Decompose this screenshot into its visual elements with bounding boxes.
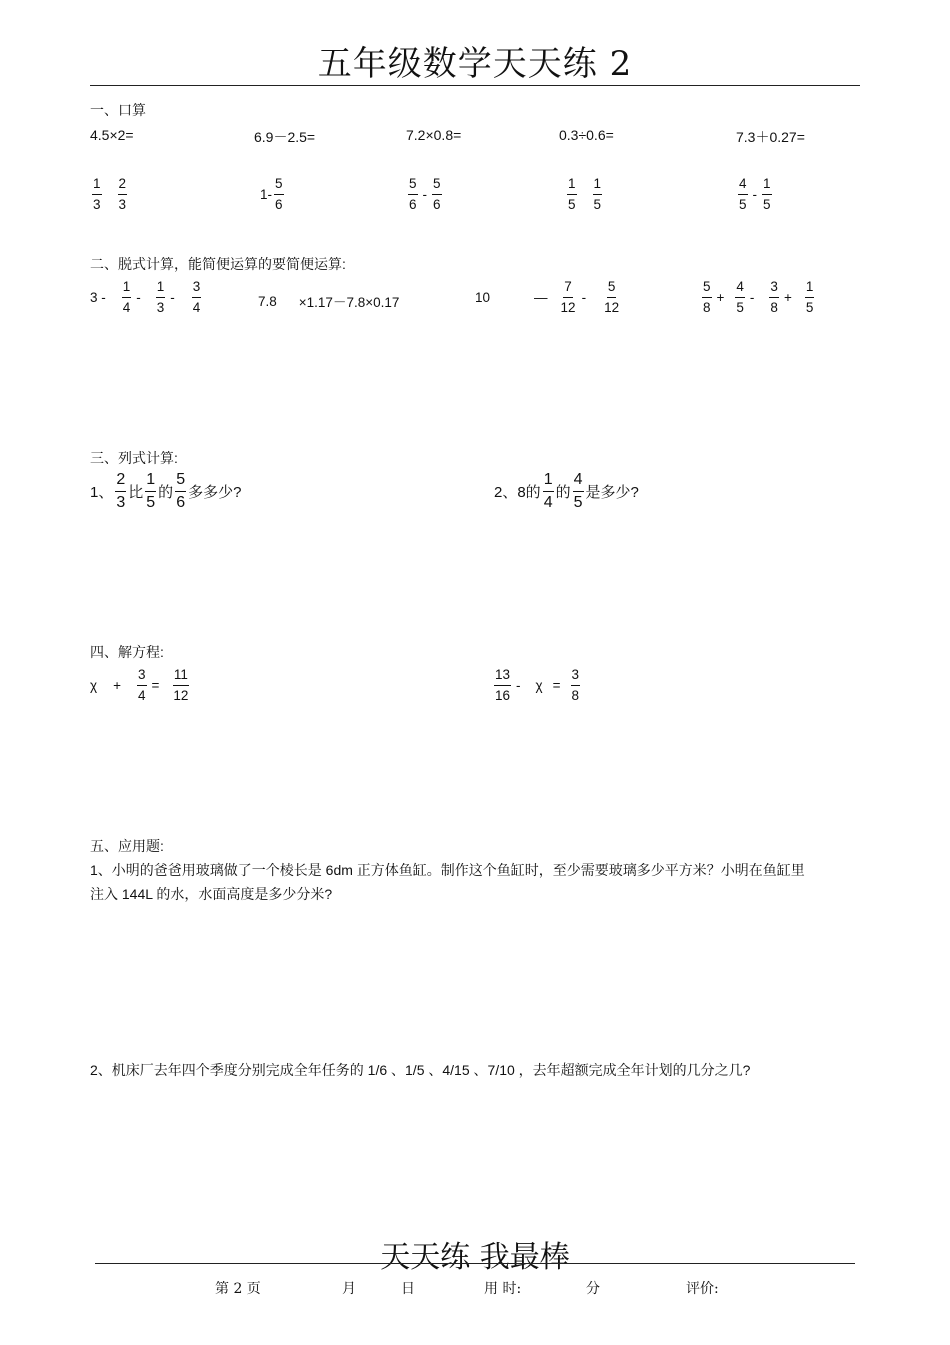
section-2-heading: 二、脱式计算，能简便运算的要简便运算:: [90, 256, 346, 272]
fraction: $\frac{1}{3}$: [156, 279, 165, 315]
fraction: $\frac{3}{8}$: [571, 667, 580, 703]
oral-calc-item-2: 6.9－2.5=: [254, 129, 316, 145]
fraction: $\frac{5}{6}$: [409, 176, 417, 212]
equation-2: $\frac{13}{16}$ - χ = $\frac{3}{8}$: [495, 667, 580, 703]
fraction: $\frac{13}{16}$: [495, 667, 511, 703]
footer-slogan: 天天练 我最棒: [380, 1240, 570, 1275]
word-problem-2: 2、机床厂去年四个季度分别完成全年任务的 1/6 、1/5 、4/15 、7/10 ，去年超额完成全年计划的几分之几?: [90, 1062, 751, 1078]
footer-rating: 评价:: [686, 1281, 719, 1297]
fraction: $\frac{3}{8}$: [770, 279, 778, 315]
page-title: 五年级数学天天练 2: [317, 44, 633, 84]
oral-calc-item-5: 7.3＋0.27=: [736, 129, 805, 145]
word-calc-item-1: 1、 $\frac{2}{3}$ 比 $\frac{1}{5}$ 的 $\frac{5}{6}$ 多多少?: [90, 471, 242, 511]
footer-time-label: 用 时:: [484, 1281, 522, 1297]
fraction: $\frac{2}{3}$: [116, 471, 126, 511]
fraction: $\frac{5}{6}$: [176, 471, 186, 511]
fraction: $\frac{1}{5}$: [763, 176, 771, 212]
fraction: $\frac{1}{5}$: [805, 279, 814, 315]
equation-1: χ + $\frac{3}{4}$ = $\frac{11}{12}$: [90, 667, 189, 703]
oral-fraction-item-4: [565, 177, 604, 211]
word-calc-item-2: 2、8的 $\frac{1}{4}$ 的 $\frac{4}{5}$ 是多少?: [494, 471, 639, 511]
stepwise-item-1: 3 - $\frac{1}{4}$ - $\frac{1}{3}$ - $\frac{3}{4}$: [90, 279, 201, 315]
fraction: $\frac{4}{5}$: [573, 471, 583, 511]
fraction: $\frac{3}{4}$: [192, 279, 201, 315]
oral-fraction-item-3: $\frac{5}{6}$ - $\frac{5}{6}$: [409, 176, 441, 212]
fraction: $\frac{5}{8}$: [703, 279, 711, 315]
fraction: $\frac{5}{12}$: [604, 279, 620, 315]
section-3-heading: 三、列式计算:: [90, 450, 178, 466]
fraction: $\frac{2}{3}$: [118, 176, 127, 212]
stepwise-item-3: 10 — $\frac{7}{12}$ - $\frac{5}{12}$: [475, 279, 620, 315]
oral-fraction-item-2: 1- $\frac{5}{6}$: [260, 176, 283, 212]
fraction: $\frac{7}{12}$: [560, 279, 576, 315]
fraction: $\frac{1}{5}$: [593, 176, 602, 212]
footer-minute: 分: [586, 1281, 600, 1297]
fraction: $\frac{4}{5}$: [736, 279, 744, 315]
oral-calc-item-3: 7.2×0.8=: [406, 127, 462, 143]
fraction: $\frac{1}{4}$: [122, 279, 131, 315]
fraction: $\frac{5}{6}$: [275, 176, 283, 212]
section-5-heading: 五、应用题:: [90, 838, 164, 854]
fraction: $\frac{11}{12}$: [173, 667, 189, 703]
oral-fraction-item-1: [90, 177, 129, 211]
stepwise-item-4: $\frac{5}{8}$ + $\frac{4}{5}$ - $\frac{3}{8}$ + $\frac{1}{5}$: [703, 279, 814, 315]
footer-day: 日: [401, 1281, 415, 1297]
fraction: $\frac{5}{6}$: [433, 176, 441, 212]
fraction: $\frac{1}{5}$: [146, 471, 156, 511]
fraction: $\frac{1}{5}$: [568, 176, 576, 212]
oral-calc-item-1: 4.5×2=: [90, 127, 134, 143]
oral-calc-item-4: 0.3÷0.6=: [559, 127, 614, 143]
footer-page-label: 第 2 页: [215, 1281, 261, 1297]
footer-rule: [95, 1263, 855, 1264]
oral-fraction-item-5: $\frac{4}{5}$ - $\frac{1}{5}$: [739, 176, 771, 212]
section-1-heading: 一、口算: [90, 102, 146, 118]
fraction: $\frac{1}{4}$: [543, 471, 553, 511]
footer-month: 月: [342, 1281, 356, 1297]
header-rule: [90, 85, 860, 86]
word-problem-1: 1、小明的爸爸用玻璃做了一个棱长是 6dm 正方体鱼缸。制作这个鱼缸时，至少需要玻璃多少平方米？小明在鱼缸里注入 144L 的水，水面高度是多少分米?: [90, 862, 805, 902]
fraction: $\frac{4}{5}$: [739, 176, 747, 212]
fraction: $\frac{1}{3}$: [93, 176, 101, 212]
section-4-heading: 四、解方程:: [90, 644, 164, 660]
stepwise-item-2: 7.8 ×1.17－7.8×0.17: [258, 293, 400, 310]
fraction: $\frac{3}{4}$: [137, 667, 146, 703]
